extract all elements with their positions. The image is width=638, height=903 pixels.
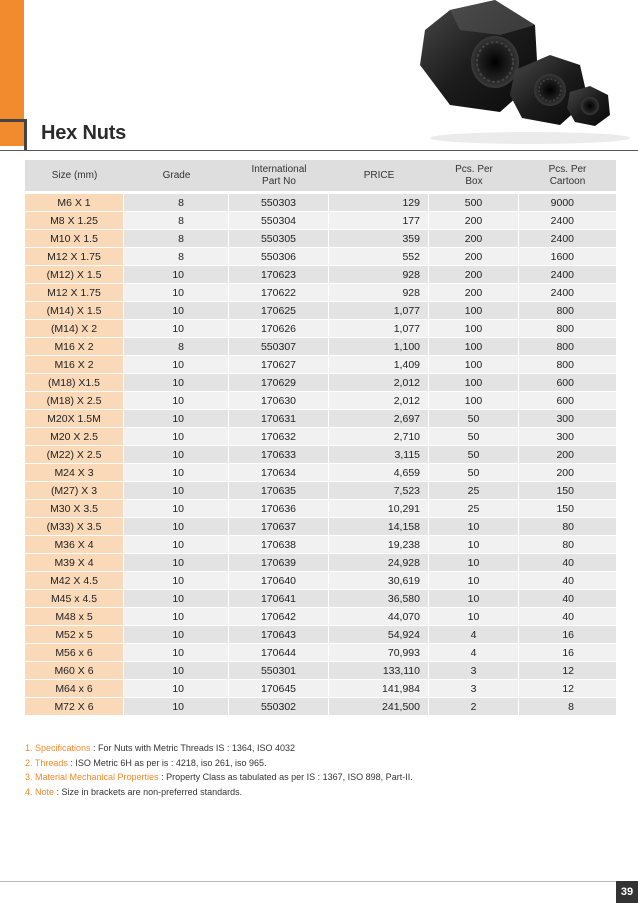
cell-pcs-box: 200	[429, 230, 519, 248]
cell-grade: 10	[124, 500, 229, 518]
cell-part-no: 170638	[229, 536, 329, 554]
table-row	[25, 464, 616, 482]
cell-part-no: 170641	[229, 590, 329, 608]
cell-pcs-box: 10	[429, 536, 519, 554]
cell-part-no: 170637	[229, 518, 329, 536]
cell-size: (M14) X 2	[25, 320, 124, 338]
cell-grade: 10	[124, 446, 229, 464]
cell-size: (M27) X 3	[25, 482, 124, 500]
cell-grade: 10	[124, 644, 229, 662]
cell-price: 133,110	[329, 662, 429, 680]
cell-pcs-box: 3	[429, 662, 519, 680]
cell-pcs-carton: 16	[519, 644, 616, 662]
cell-grade: 8	[124, 338, 229, 356]
cell-size: M10 X 1.5	[25, 230, 124, 248]
cell-part-no: 170635	[229, 482, 329, 500]
cell-pcs-box: 100	[429, 374, 519, 392]
cell-part-no: 550306	[229, 248, 329, 266]
cell-grade: 10	[124, 626, 229, 644]
table-row	[25, 446, 616, 464]
cell-grade: 10	[124, 608, 229, 626]
hex-nuts-photo	[410, 0, 638, 148]
cell-part-no: 170626	[229, 320, 329, 338]
note-text: : Property Class as tabulated as per IS : 1367, ISO 898, Part-II.	[158, 772, 413, 783]
table-row	[25, 698, 616, 716]
cell-grade: 10	[124, 428, 229, 446]
table-row	[25, 662, 616, 680]
cell-size: M20 X 2.5	[25, 428, 124, 446]
cell-pcs-carton: 9000	[519, 194, 616, 212]
table-row	[25, 590, 616, 608]
cell-pcs-carton: 800	[519, 302, 616, 320]
table-row	[25, 392, 616, 410]
cell-part-no: 170639	[229, 554, 329, 572]
cell-price: 177	[329, 212, 429, 230]
note-label: 4. Note	[25, 786, 55, 797]
cell-price: 2,697	[329, 410, 429, 428]
cell-pcs-box: 200	[429, 284, 519, 302]
cell-pcs-box: 100	[429, 338, 519, 356]
cell-pcs-box: 200	[429, 248, 519, 266]
notes	[25, 741, 413, 799]
cell-grade: 10	[124, 698, 229, 716]
note-label: 3. Material Mechanical Properties	[25, 772, 159, 783]
cell-grade: 10	[124, 464, 229, 482]
cell-pcs-box: 10	[429, 518, 519, 536]
price-table	[25, 160, 616, 716]
cell-price: 2,012	[329, 392, 429, 410]
cell-pcs-box: 50	[429, 410, 519, 428]
cell-price: 4,659	[329, 464, 429, 482]
cell-size: M12 X 1.75	[25, 248, 124, 266]
cell-size: M16 X 2	[25, 356, 124, 374]
cell-pcs-box: 50	[429, 446, 519, 464]
title-corner	[24, 119, 27, 151]
cell-pcs-carton: 2400	[519, 266, 616, 284]
cell-price: 36,580	[329, 590, 429, 608]
cell-pcs-box: 3	[429, 680, 519, 698]
cell-pcs-carton: 12	[519, 680, 616, 698]
note-brackets	[25, 785, 413, 800]
cell-part-no: 170632	[229, 428, 329, 446]
cell-pcs-box: 50	[429, 428, 519, 446]
table-row	[25, 302, 616, 320]
cell-pcs-carton: 2400	[519, 212, 616, 230]
cell-price: 1,100	[329, 338, 429, 356]
table-row	[25, 284, 616, 302]
cell-grade: 10	[124, 266, 229, 284]
header-part-no	[229, 160, 329, 194]
cell-grade: 10	[124, 482, 229, 500]
table-row	[25, 554, 616, 572]
table-row	[25, 194, 616, 212]
cell-size: M42 X 4.5	[25, 572, 124, 590]
note-text: : Size in brackets are non-preferred standards.	[54, 786, 243, 797]
cell-part-no: 170627	[229, 356, 329, 374]
table-row	[25, 374, 616, 392]
header-pcs-carton-line2: Cartoon	[549, 175, 586, 187]
cell-price: 54,924	[329, 626, 429, 644]
accent-bar	[0, 0, 24, 146]
cell-pcs-carton: 150	[519, 500, 616, 518]
cell-part-no: 550303	[229, 194, 329, 212]
cell-pcs-box: 25	[429, 500, 519, 518]
cell-grade: 10	[124, 410, 229, 428]
cell-part-no: 550302	[229, 698, 329, 716]
table-row	[25, 410, 616, 428]
cell-pcs-box: 10	[429, 554, 519, 572]
cell-pcs-carton: 2400	[519, 284, 616, 302]
cell-pcs-carton: 600	[519, 392, 616, 410]
cell-price: 552	[329, 248, 429, 266]
cell-grade: 8	[124, 230, 229, 248]
table-row	[25, 626, 616, 644]
cell-pcs-box: 100	[429, 392, 519, 410]
cell-pcs-box: 10	[429, 572, 519, 590]
cell-pcs-carton: 150	[519, 482, 616, 500]
cell-grade: 10	[124, 554, 229, 572]
cell-pcs-carton: 1600	[519, 248, 616, 266]
cell-part-no: 170644	[229, 644, 329, 662]
cell-pcs-carton: 12	[519, 662, 616, 680]
table-row	[25, 644, 616, 662]
cell-part-no: 170631	[229, 410, 329, 428]
cell-pcs-carton: 300	[519, 410, 616, 428]
title-rule	[0, 150, 638, 151]
cell-part-no: 550304	[229, 212, 329, 230]
table-row	[25, 680, 616, 698]
cell-size: M60 X 6	[25, 662, 124, 680]
table-row	[25, 608, 616, 626]
cell-part-no: 170640	[229, 572, 329, 590]
cell-size: M45 x 4.5	[25, 590, 124, 608]
cell-pcs-carton: 80	[519, 518, 616, 536]
note-label: 1. Specifications	[25, 743, 91, 753]
cell-grade: 8	[124, 248, 229, 266]
cell-price: 30,619	[329, 572, 429, 590]
cell-grade: 10	[124, 356, 229, 374]
note-specifications	[25, 741, 413, 756]
cell-pcs-carton: 200	[519, 446, 616, 464]
cell-grade: 10	[124, 680, 229, 698]
cell-pcs-carton: 200	[519, 464, 616, 482]
header-grade: Grade	[124, 160, 229, 194]
cell-part-no: 550305	[229, 230, 329, 248]
cell-grade: 8	[124, 212, 229, 230]
table-row	[25, 212, 616, 230]
cell-size: (M22) X 2.5	[25, 446, 124, 464]
cell-pcs-box: 100	[429, 320, 519, 338]
cell-size: M36 X 4	[25, 536, 124, 554]
cell-pcs-carton: 800	[519, 338, 616, 356]
cell-part-no: 170643	[229, 626, 329, 644]
cell-grade: 10	[124, 518, 229, 536]
cell-pcs-carton: 40	[519, 608, 616, 626]
cell-grade: 10	[124, 536, 229, 554]
table-row	[25, 248, 616, 266]
table-row	[25, 266, 616, 284]
cell-pcs-box: 4	[429, 644, 519, 662]
cell-part-no: 550307	[229, 338, 329, 356]
table-row	[25, 230, 616, 248]
cell-part-no: 550301	[229, 662, 329, 680]
cell-price: 2,710	[329, 428, 429, 446]
table-row	[25, 338, 616, 356]
cell-pcs-box: 100	[429, 302, 519, 320]
cell-size: M48 x 5	[25, 608, 124, 626]
cell-size: (M12) X 1.5	[25, 266, 124, 284]
cell-pcs-carton: 16	[519, 626, 616, 644]
cell-size: M56 x 6	[25, 644, 124, 662]
table-row	[25, 518, 616, 536]
cell-pcs-box: 25	[429, 482, 519, 500]
table-row	[25, 482, 616, 500]
cell-size: M16 X 2	[25, 338, 124, 356]
cell-grade: 10	[124, 662, 229, 680]
cell-pcs-carton: 8	[519, 698, 616, 716]
cell-size: (M33) X 3.5	[25, 518, 124, 536]
cell-size: M8 X 1.25	[25, 212, 124, 230]
cell-part-no: 170645	[229, 680, 329, 698]
cell-pcs-box: 10	[429, 590, 519, 608]
cell-size: M39 X 4	[25, 554, 124, 572]
cell-size: (M18) X 2.5	[25, 392, 124, 410]
note-label: 2. Threads	[25, 757, 68, 768]
cell-pcs-box: 4	[429, 626, 519, 644]
cell-part-no: 170636	[229, 500, 329, 518]
note-text: : ISO Metric 6H as per is : 4218, iso 261, iso 965.	[67, 757, 267, 768]
cell-pcs-carton: 2400	[519, 230, 616, 248]
cell-pcs-carton: 40	[519, 554, 616, 572]
header-part-line2: Part No	[262, 175, 296, 187]
cell-price: 7,523	[329, 482, 429, 500]
cell-grade: 10	[124, 392, 229, 410]
header-price: PRICE	[329, 160, 429, 194]
cell-pcs-carton: 300	[519, 428, 616, 446]
footer-rule	[0, 881, 638, 882]
cell-grade: 8	[124, 194, 229, 212]
table-row	[25, 572, 616, 590]
cell-pcs-carton: 600	[519, 374, 616, 392]
table-row	[25, 536, 616, 554]
cell-size: M6 X 1	[25, 194, 124, 212]
cell-pcs-carton: 40	[519, 572, 616, 590]
cell-part-no: 170622	[229, 284, 329, 302]
cell-part-no: 170629	[229, 374, 329, 392]
table-row	[25, 500, 616, 518]
cell-price: 928	[329, 284, 429, 302]
cell-price: 1,077	[329, 302, 429, 320]
cell-pcs-box: 2	[429, 698, 519, 716]
cell-price: 241,500	[329, 698, 429, 716]
header-pcs-box-line2: Box	[465, 175, 483, 187]
cell-price: 2,012	[329, 374, 429, 392]
cell-grade: 10	[124, 302, 229, 320]
header-pcs-carton	[519, 160, 616, 194]
cell-pcs-box: 100	[429, 356, 519, 374]
cell-price: 129	[329, 194, 429, 212]
hex-nut-small-icon	[567, 86, 610, 126]
table-row	[25, 320, 616, 338]
cell-price: 141,984	[329, 680, 429, 698]
cell-price: 19,238	[329, 536, 429, 554]
cell-grade: 10	[124, 374, 229, 392]
page-title: Hex Nuts	[41, 122, 127, 144]
cell-price: 928	[329, 266, 429, 284]
cell-pcs-carton: 80	[519, 536, 616, 554]
cell-size: M52 x 5	[25, 626, 124, 644]
note-text: : For Nuts with Metric Threads IS : 1364, ISO 4032	[90, 743, 295, 753]
cell-size: (M18) X1.5	[25, 374, 124, 392]
cell-pcs-box: 200	[429, 212, 519, 230]
cell-price: 359	[329, 230, 429, 248]
cell-grade: 10	[124, 572, 229, 590]
cell-pcs-carton: 800	[519, 320, 616, 338]
header-pcs-box	[429, 160, 519, 194]
cell-grade: 10	[124, 320, 229, 338]
cell-part-no: 170634	[229, 464, 329, 482]
table-row	[25, 428, 616, 446]
cell-price: 1,409	[329, 356, 429, 374]
cell-part-no: 170633	[229, 446, 329, 464]
cell-price: 44,070	[329, 608, 429, 626]
title-rule-left	[0, 119, 26, 122]
cell-grade: 10	[124, 284, 229, 302]
header-part-line1: International	[251, 163, 307, 175]
cell-part-no: 170623	[229, 266, 329, 284]
cell-size: M24 X 3	[25, 464, 124, 482]
cell-pcs-box: 200	[429, 266, 519, 284]
cell-size: M30 X 3.5	[25, 500, 124, 518]
cell-size: M64 x 6	[25, 680, 124, 698]
cell-price: 14,158	[329, 518, 429, 536]
cell-price: 1,077	[329, 320, 429, 338]
header-pcs-box-line1: Pcs. Per	[455, 163, 493, 175]
cell-pcs-carton: 40	[519, 590, 616, 608]
page-number: 39	[616, 881, 638, 903]
cell-pcs-box: 50	[429, 464, 519, 482]
header-pcs-carton-line1: Pcs. Per	[548, 163, 587, 175]
cell-size: (M14) X 1.5	[25, 302, 124, 320]
cell-price: 3,115	[329, 446, 429, 464]
table-header-row	[25, 160, 616, 194]
note-threads	[25, 756, 413, 771]
cell-pcs-box: 10	[429, 608, 519, 626]
cell-price: 70,993	[329, 644, 429, 662]
table-row	[25, 356, 616, 374]
cell-part-no: 170642	[229, 608, 329, 626]
cell-part-no: 170630	[229, 392, 329, 410]
header-size: Size (mm)	[25, 160, 124, 194]
cell-grade: 10	[124, 590, 229, 608]
note-material	[25, 770, 413, 785]
cell-size: M72 X 6	[25, 698, 124, 716]
cell-price: 10,291	[329, 500, 429, 518]
cell-price: 24,928	[329, 554, 429, 572]
cell-pcs-carton: 800	[519, 356, 616, 374]
cell-part-no: 170625	[229, 302, 329, 320]
cell-size: M12 X 1.75	[25, 284, 124, 302]
cell-pcs-box: 500	[429, 194, 519, 212]
cell-size: M20X 1.5M	[25, 410, 124, 428]
